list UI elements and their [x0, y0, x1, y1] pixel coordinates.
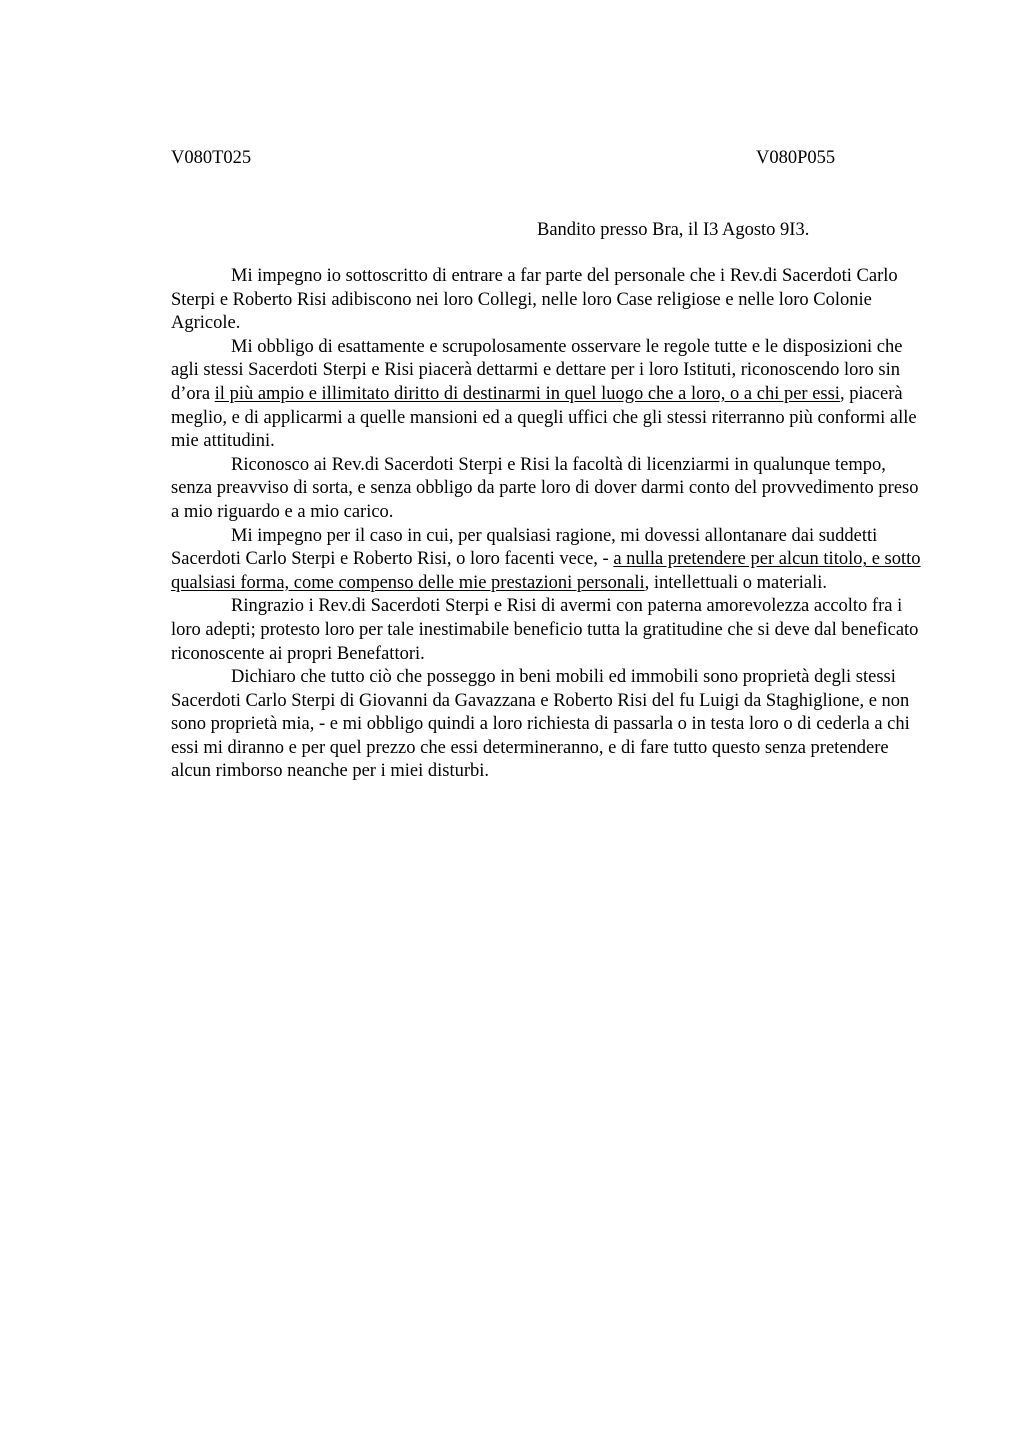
document-code-left: V080T025 [171, 148, 252, 168]
document-code-right: V080P055 [756, 148, 836, 168]
paragraph-obligation [171, 336, 931, 454]
underlined-text: il più ampio e illimitato diritto di destinarmi in quel luogo che a loro, o a chi per essi [214, 383, 840, 404]
paragraph-text-before: Mi obbligo di esattamente e scrupolosamente osservare le regole tutte e le disposizioni che agli stessi Sacerdoti Sterpi e Risi piacerà dettarmi e dettare per i loro Istituti, riconoscendo loro sin d’ora [171, 336, 903, 404]
paragraph-commitment [171, 265, 931, 336]
underlined-text: a nulla pretendere per alcun titolo, e sotto qualsiasi forma, come compenso delle mie prestazioni personali [171, 549, 921, 593]
paragraph-text-after: , intellettuali o materiali. [644, 572, 828, 593]
paragraph-waiver [171, 525, 931, 596]
paragraph-text-after: , piacerà meglio, e di applicarmi a quelle mansioni ed a quegli uffici che gli stessi riterranno più conformi alle mie attitudini. [171, 383, 917, 452]
paragraph-text: Riconosco ai Rev.di Sacerdoti Sterpi e Risi la facoltà di licenziarmi in qualunque tempo, senza preavviso di sorta, e senza obbligo da parte loro di dover darmi conto del provvedimento preso a mio riguardo e a mio carico. [171, 454, 919, 522]
document-body [171, 265, 931, 784]
paragraph-property-declaration [171, 666, 931, 784]
paragraph-text: Mi impegno io sottoscritto di entrare a far parte del personale che i Rev.di Sacerdoti Carlo Sterpi e Roberto Risi adibiscono nei loro Collegi, nelle loro Case religiose e nelle loro Colonie Agricole. [171, 266, 898, 334]
paragraph-text: Ringrazio i Rev.di Sacerdoti Sterpi e Risi di avermi con paterna amorevolezza accolto fra i loro adepti; protesto loro per tale inestimabile beneficio tutta la gratitudine che si deve dal beneficato riconoscente ai propri Benefattori. [171, 596, 919, 664]
paragraph-dismissal [171, 454, 931, 525]
dateline: Bandito presso Bra, il I3 Agosto 9I3. [537, 220, 810, 240]
paragraph-text: Dichiaro che tutto ciò che posseggo in beni mobili ed immobili sono proprietà degli stessi Sacerdoti Carlo Sterpi di Giovanni da Gavazzana e Roberto Risi del fu Luigi da Staghiglione, e non sono proprietà mia, - e mi obbligo quindi a loro richiesta di passarla o in testa loro o di cederla a chi essi mi diranno e per quel prezzo che essi determineranno, e di fare tutto questo senza pretendere alcun rimborso neanche per i miei disturbi. [171, 667, 910, 782]
paragraph-gratitude [171, 595, 931, 666]
paragraph-text-before: Mi impegno per il caso in cui, per qualsiasi ragione, mi dovessi allontanare dai suddetti Sacerdoti Carlo Sterpi e Roberto Risi, o loro facenti vece, - [171, 525, 878, 570]
